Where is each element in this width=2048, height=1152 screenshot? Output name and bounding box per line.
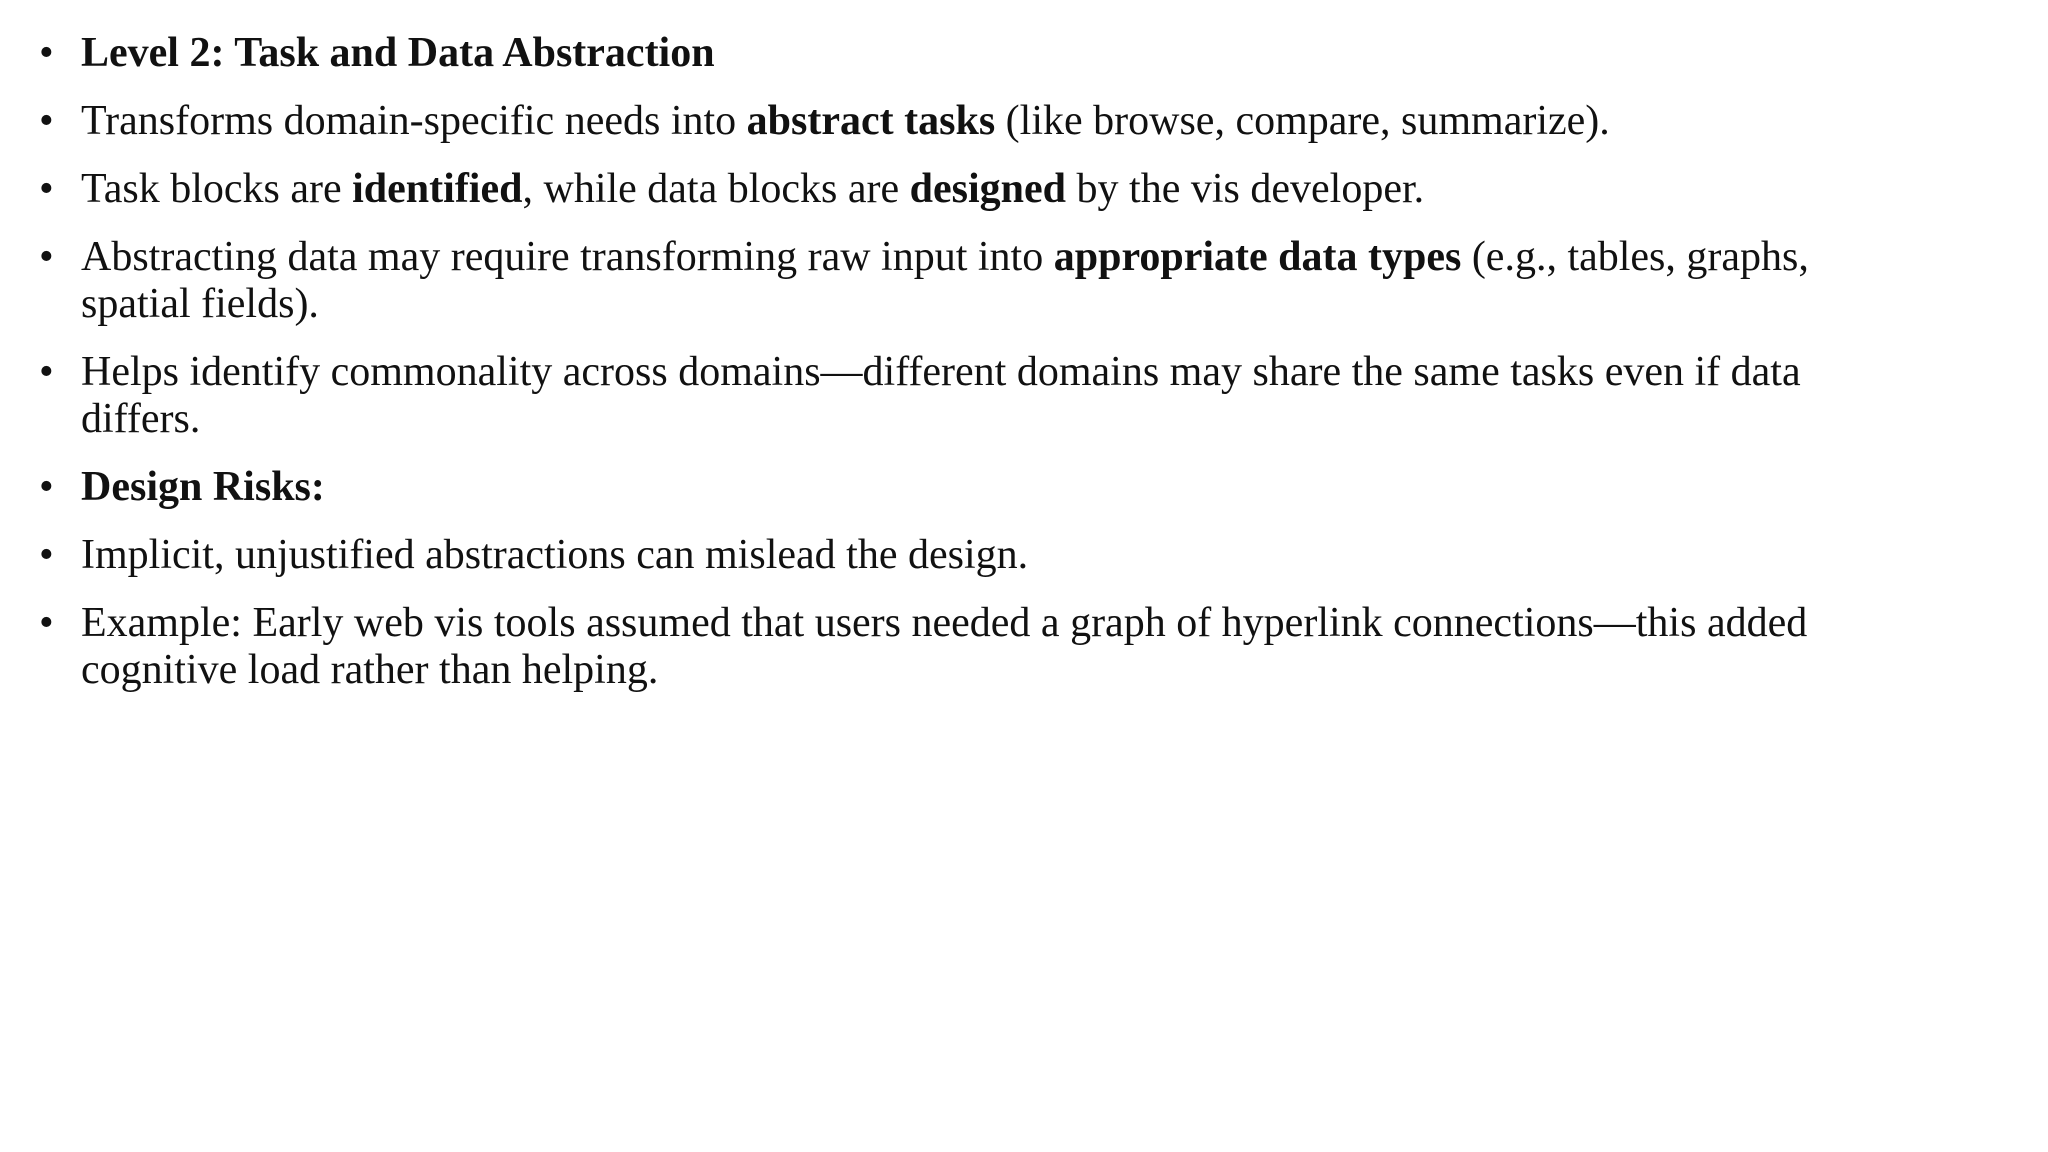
text-segment: Example: Early web vis tools assumed that users needed a graph of hyperlink connections—this added cognitive load rather than helping. xyxy=(81,600,1808,693)
bullet-item xyxy=(39,166,1881,213)
text-segment: (like browse, compare, summarize). xyxy=(995,98,1610,144)
bullet-item xyxy=(39,349,1881,443)
bullet-list xyxy=(39,30,1881,715)
bold-segment: identified xyxy=(352,166,523,212)
text-segment: Task blocks are xyxy=(81,166,353,212)
heading-level-2: Level 2: Task and Data Abstraction xyxy=(81,30,715,76)
bold-segment: appropriate data types xyxy=(1053,234,1462,280)
bullet-dot-icon: • xyxy=(39,98,54,144)
text-segment: (e.g., tables, graphs, spatial fields). xyxy=(81,234,1809,327)
bullet-dot-icon: • xyxy=(39,464,54,510)
bullet-item xyxy=(39,532,1881,579)
bullet-dot-icon: • xyxy=(39,532,54,578)
bullet-dot-icon: • xyxy=(39,166,54,212)
bold-segment: abstract tasks xyxy=(746,98,996,144)
bullet-item xyxy=(39,464,1881,511)
text-segment: Transforms domain-specific needs into xyxy=(81,98,747,144)
bullet-item xyxy=(39,234,1881,328)
bullet-item xyxy=(39,98,1881,145)
bullet-dot-icon: • xyxy=(39,600,54,646)
bullet-item xyxy=(39,30,1881,77)
bullet-dot-icon: • xyxy=(39,234,54,280)
text-segment: Implicit, unjustified abstractions can mislead the design. xyxy=(81,532,1029,578)
text-segment: , while data blocks are xyxy=(522,166,910,212)
bullet-item xyxy=(39,600,1881,694)
bold-segment: designed xyxy=(909,166,1067,212)
bullet-dot-icon: • xyxy=(39,349,54,395)
text-segment: Abstracting data may require transforming raw input into xyxy=(81,234,1054,280)
bullet-dot-icon: • xyxy=(39,30,54,76)
text-segment: by the vis developer. xyxy=(1066,166,1425,212)
text-segment: Helps identify commonality across domains—different domains may share the same tasks even if data differs. xyxy=(81,349,1801,442)
heading-design-risks: Design Risks: xyxy=(81,464,325,510)
